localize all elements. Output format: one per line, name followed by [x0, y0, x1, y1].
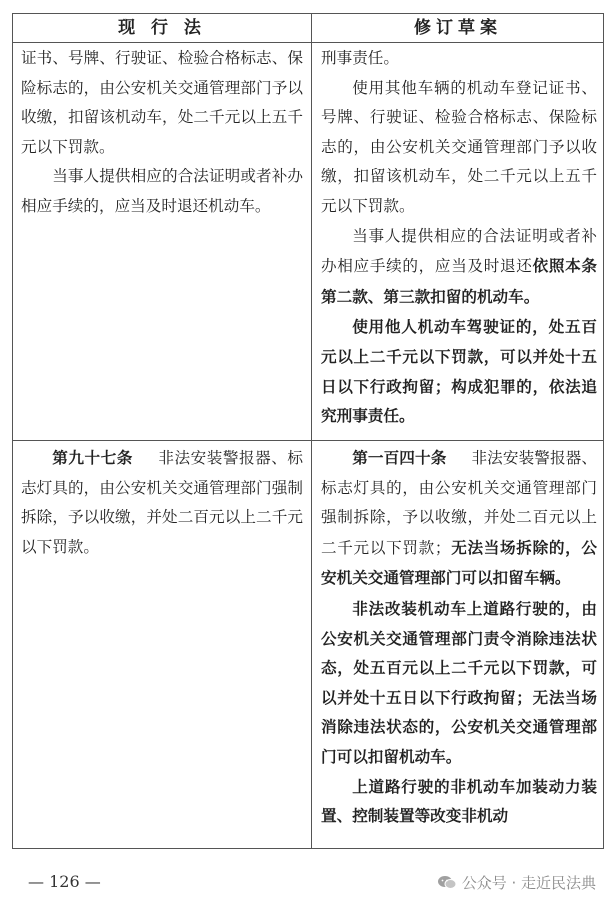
- current-law-row1: [21, 44, 303, 222]
- paragraph: 证书、号牌、行驶证、检验合格标志、保险标志的，由公安机关交通管理部门予以收缴，扣留该机动车，处二千元以上五千元以下罚款。: [21, 49, 303, 156]
- paragraph: [21, 443, 303, 562]
- paragraph: [321, 222, 597, 313]
- revised-draft-row1: [321, 44, 597, 431]
- amended-text: 无法当场拆除的，公安机关交通管理部门可以扣留车辆。: [321, 537, 597, 588]
- article-number: 第一百四十条: [352, 448, 447, 467]
- watermark-text: 公众号 · 走近民法典: [461, 874, 596, 892]
- paragraph: 当事人提供相应的合法证明或者补办相应手续的，应当及时退还机动车。: [21, 167, 303, 215]
- page-number: — 126 —: [28, 872, 101, 891]
- paragraph: 使用其他车辆的机动车登记证书、号牌、行驶证、检验合格标志、保险标志的，由公安机关交通管理部门予以收缴，扣留该机动车，处二千元以上五千元以下罚款。: [321, 78, 597, 215]
- paragraph-text: 当事人提供相应的合法证明或者补办相应手续的，应当及时退还: [321, 226, 597, 276]
- column-divider: [311, 14, 312, 848]
- wechat-icon: [437, 875, 457, 890]
- current-law-row2: [21, 443, 303, 562]
- paragraph: 刑事责任。: [321, 49, 399, 67]
- paragraph: [321, 443, 597, 594]
- header-revised-draft: 修订草案: [414, 18, 502, 38]
- watermark: [437, 872, 596, 893]
- new-paragraph: 使用他人机动车驾驶证的，处五百元以上二千元以下罚款，可以并处十五日以下行政拘留；构成犯罪的，依法追究刑事责任。: [321, 317, 597, 426]
- paragraph-text: 非法安装警报器、标志灯具的，由公安机关交通管理部门强制拆除，予以收缴，并处二百元以上二千元以下罚款；: [321, 449, 597, 557]
- new-paragraph: 上道路行驶的非机动车加装动力装置、控制装置等改变非机动: [321, 776, 597, 826]
- paragraph-text: 非法安装警报器、标志灯具的，由公安机关交通管理部门强制拆除，予以收缴，并处二百元以上二千元以下罚款。: [21, 449, 303, 556]
- row-divider: [13, 440, 603, 441]
- comparison-table: [12, 13, 604, 849]
- amended-text: 依照本条第二款、第三款扣留的机动车。: [321, 256, 597, 306]
- header-divider: [13, 42, 603, 43]
- new-paragraph: 非法改装机动车上道路行驶的，由公安机关交通管理部门责令消除违法状态，处五百元以上二千元以下罚款，可以并处十五日以下行政拘留；无法当场消除违法状态的，公安机关交通管理部门可以扣留机动车。: [321, 598, 597, 766]
- revised-draft-row2: [321, 443, 597, 831]
- header-current-law: 现 行 法: [118, 18, 206, 38]
- article-number: 第九十七条: [52, 448, 133, 467]
